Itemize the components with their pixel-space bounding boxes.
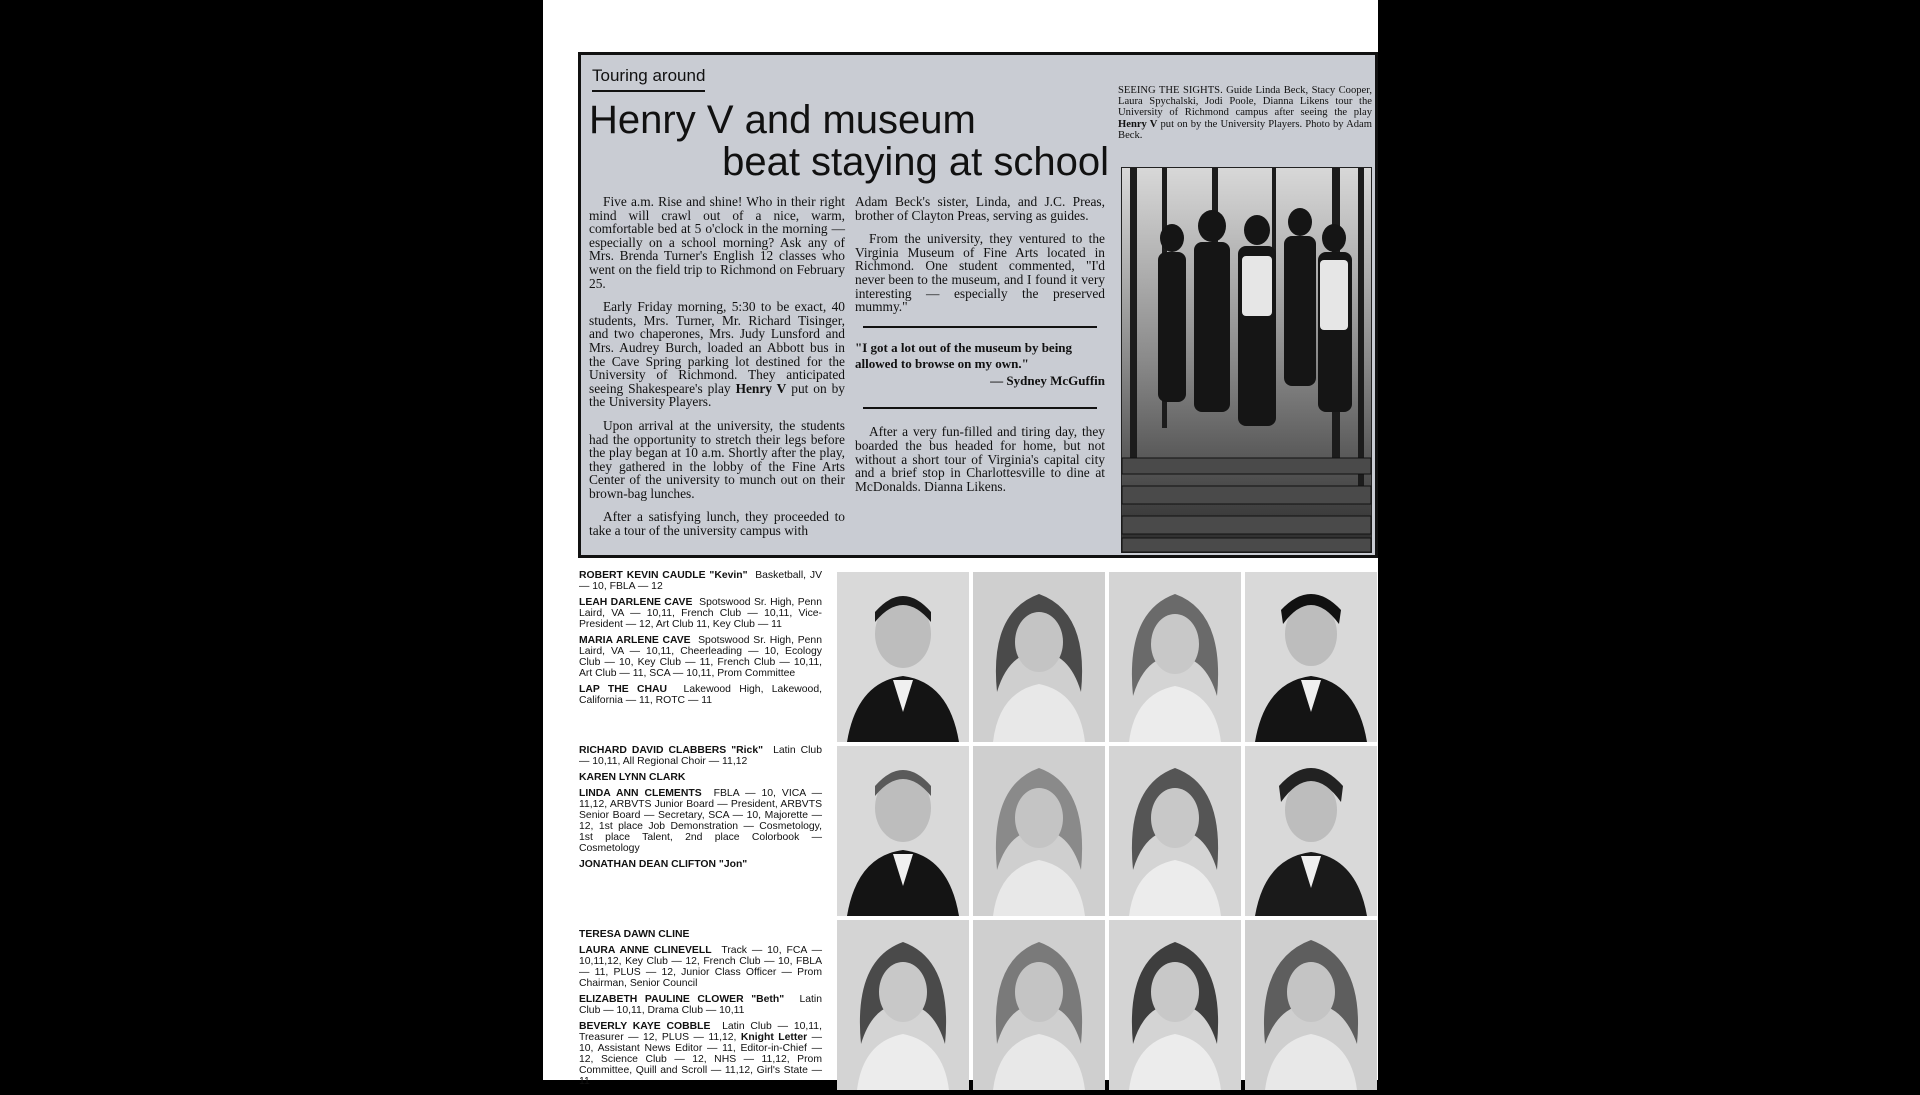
yearbook-page: [543, 0, 1378, 1087]
group-photo: [1121, 167, 1372, 553]
roster-entry: ROBERT KEVIN CAUDLE "Kevin" Basketball, JV — 10, FBLA — 12: [579, 570, 822, 592]
portrait-photo: [1109, 746, 1241, 916]
roster-entry: LAP THE CHAU Lakewood High, Lakewood, California — 11, ROTC — 11: [579, 684, 822, 706]
portrait-photo: [973, 746, 1105, 916]
article-paragraph: After a satisfying lunch, they proceeded to take a tour of the university campus with: [589, 509, 845, 539]
campus-stairs-photo: [1122, 168, 1371, 552]
pull-quote-author: — Sydney McGuffin: [990, 372, 1105, 388]
section-kicker: Touring around: [592, 66, 705, 92]
portrait-photo: [1109, 920, 1241, 1090]
portrait-photo: [1109, 572, 1241, 742]
feature-article: [578, 52, 1378, 558]
roster-entry: KAREN LYNN CLARK: [579, 772, 686, 783]
article-column-1: [589, 195, 845, 548]
article-paragraph: After a very fun-filled and tiring day, they boarded the bus headed for home, but not without a short tour of Virginia's capital city and a brief stop in Charlottesville to dine at McDonalds. Dianna Likens.: [855, 424, 1105, 494]
roster-entry: LEAH DARLENE CAVE Spotswood Sr. High, Penn Laird, VA — 10,11, French Club — 10,11, Vice-President — 12, Art Club 11, Key Club — 11: [579, 597, 822, 630]
roster-entry: MARIA ARLENE CAVE Spotswood Sr. High, Penn Laird, VA — 10,11, Cheerleading — 10, Ecology Club — 10, Key Club — 11, French Club — 10,11, Art Club — 11, SCA — 10,11, Prom Committee: [579, 635, 822, 679]
portrait-photo: [973, 920, 1105, 1090]
roster-entry: LAURA ANNE CLINEVELL Track — 10, FCA — 10,11,12, Key Club — 12, French Club — 10, FBLA — 11, PLUS — 12, Junior Class Officer — Prom Chairman, Senior Council: [579, 945, 822, 989]
play-title: Henry V: [735, 380, 787, 396]
article-paragraph: Adam Beck's sister, Linda, and J.C. Preas, brother of Clayton Preas, serving as guides.: [855, 194, 1105, 223]
portrait-grid: [837, 572, 1378, 1080]
headline-line-1: Henry V and museum: [589, 98, 976, 142]
headline-line-2: beat staying at school: [722, 140, 1109, 184]
portrait-photo: [837, 920, 969, 1090]
portrait-photo: [837, 572, 969, 742]
roster-entry: RICHARD DAVID CLABBERS "Rick" Latin Club — 10,11, All Regional Choir — 11,12: [579, 745, 822, 767]
roster-entry: BEVERLY KAYE COBBLE Latin Club — 10,11, Treasurer — 12, PLUS — 11,12, Knight Letter — 10, Assistant News Editor — 11, Editor-in-Chief — 12, Science Club — 12, NHS — 11,12, Prom Committee, Quill and Scroll — 11,12, Girl's State — 11: [579, 1021, 823, 1087]
quote-rule-top: [863, 326, 1097, 328]
roster-entry: LINDA ANN CLEMENTS FBLA — 10, VICA — 11,12, ARBVTS Junior Board — President, ARBVTS Senior Board — Secretary, SCA — 10, Majorette — 12, 1st place Job Demonstration — Cosmetology, 1st place Talent, 2nd place Colorbook — Cosmetology: [579, 788, 822, 854]
portrait-photo: [973, 572, 1105, 742]
article-paragraph: Five a.m. Rise and shine! Who in their right mind will crawl out of a nice, warm, comfortable bed at 5 o'clock in the morning — especially on a school morning? Ask any of Mrs. Brenda Turner's English 12 classes who went on the field trip to Richmond on February 25.: [589, 194, 845, 291]
portrait-photo: [837, 746, 969, 916]
portrait-photo: [1245, 572, 1377, 742]
article-paragraph: Early Friday morning, 5:30 to be exact, 40 students, Mrs. Turner, Mr. Richard Tisinger, and two chaperones, Mrs. Judy Lunsford and Mrs. Audrey Burch, loaded an Abbott bus in the Cave Spring parking lot destined for the University of Richmond. They anticipated seeing Shakespeare's play Henry V put on by the University Players.: [589, 299, 845, 410]
article-paragraph: Upon arrival at the university, the students had the opportunity to stretch their legs before the play began at 10 a.m. Shortly after the play, they gathered in the lobby of the Fine Arts Center of the university to munch out on their brown-bag lunches.: [589, 417, 845, 501]
roster-entry: ELIZABETH PAULINE CLOWER "Beth" Latin Club — 10,11, Drama Club — 10,11: [579, 994, 822, 1016]
roster-entry: JONATHAN DEAN CLIFTON "Jon": [579, 859, 748, 870]
senior-roster: [579, 570, 822, 1092]
pull-quote: "I got a lot out of the museum by being allowed to browse on my own.": [855, 339, 1073, 371]
portrait-photo: [1245, 920, 1377, 1090]
roster-entry: TERESA DAWN CLINE: [579, 929, 690, 940]
portrait-photo: [1245, 746, 1377, 916]
quote-rule-bottom: [863, 407, 1097, 409]
article-paragraph: From the university, they ventured to the Virginia Museum of Fine Arts located in Richmond. One student commented, "I'd never been to the museum, and I found it very interesting — especially the preserved mummy.": [855, 231, 1105, 315]
photo-caption: SEEING THE SIGHTS. Guide Linda Beck, Stacy Cooper, Laura Spychalski, Jodi Poole, Dianna Likens tour the University of Richmond campus after seeing the play Henry V put on by the University Players. Photo by Adam Beck.: [1118, 85, 1372, 141]
headline: [589, 99, 1109, 183]
article-column-2: [855, 195, 1105, 503]
